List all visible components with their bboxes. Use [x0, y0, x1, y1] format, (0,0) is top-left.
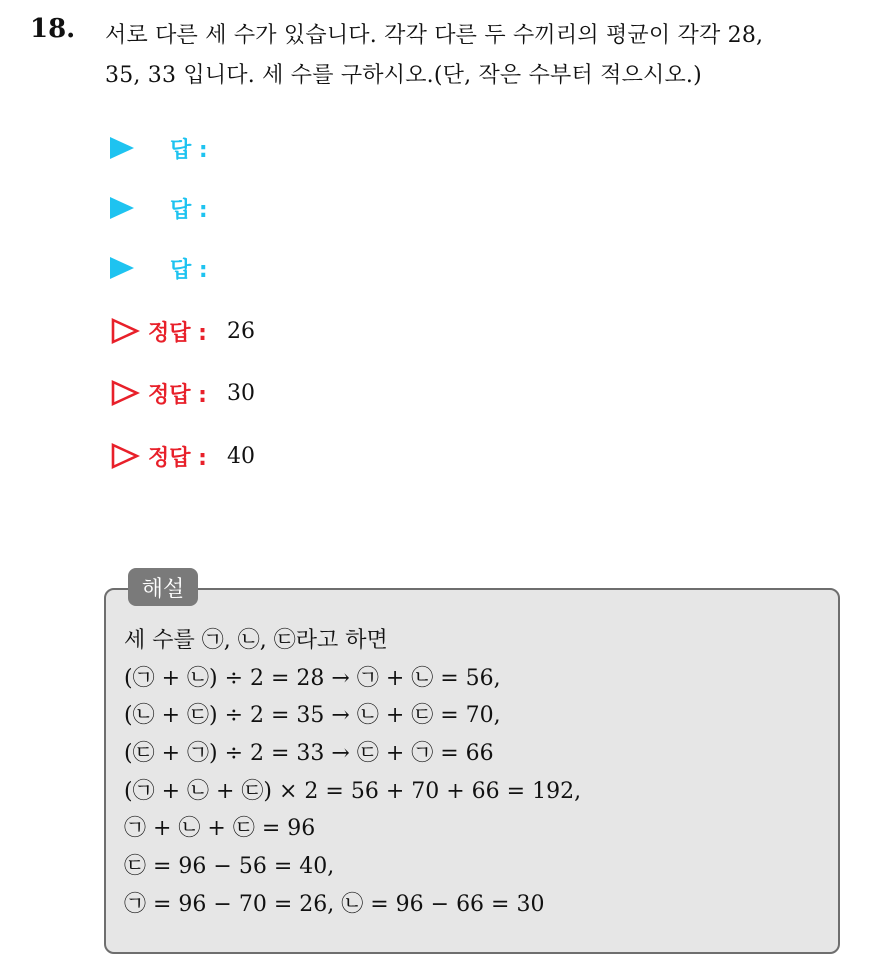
question-text-line-2: 35, 33 입니다. 세 수를 구하시오.(단, 작은 수부터 적으시오.) — [105, 63, 702, 88]
answer-row-3[interactable] — [110, 248, 208, 288]
outline-triangle-icon — [110, 442, 140, 470]
solution-line: ㉠ + ㉡ + ㉢ = 96 — [124, 816, 316, 842]
correct-answer-value: 30 — [226, 380, 255, 406]
correct-answer-value: 40 — [226, 443, 255, 469]
answer-label: 답 : — [170, 137, 208, 163]
solution-line: ㉠ = 96 − 70 = 26, ㉡ = 96 − 66 = 30 — [124, 891, 545, 917]
solution-lines — [124, 622, 581, 924]
play-triangle-icon — [110, 257, 134, 279]
answer-row-2[interactable] — [110, 188, 208, 228]
answer-label: 답 : — [170, 257, 208, 283]
solution-line: (㉢ + ㉠) ÷ 2 = 33 → ㉢ + ㉠ = 66 — [124, 741, 494, 767]
correct-answer-label: 정답 : — [148, 320, 207, 346]
correct-answer-value: 26 — [226, 318, 255, 344]
outline-triangle-icon — [110, 317, 140, 345]
correct-answer-row-3 — [110, 436, 255, 476]
outline-triangle-icon — [110, 379, 140, 407]
play-triangle-icon — [110, 197, 134, 219]
correct-answer-row-1 — [110, 311, 255, 351]
problem-number: 18. — [30, 14, 76, 44]
play-triangle-icon — [110, 137, 134, 159]
solution-line: ㉢ = 96 − 56 = 40, — [124, 854, 335, 880]
solution-line: (㉡ + ㉢) ÷ 2 = 35 → ㉡ + ㉢ = 70, — [124, 703, 501, 729]
correct-answer-label: 정답 : — [148, 382, 207, 408]
solution-line: (㉠ + ㉡ + ㉢) × 2 = 56 + 70 + 66 = 192, — [124, 778, 582, 804]
answer-row-1[interactable] — [110, 128, 208, 168]
solution-tag: 해설 — [128, 568, 198, 606]
answer-label: 답 : — [170, 197, 208, 223]
question-text-line-1: 서로 다른 세 수가 있습니다. 각각 다른 두 수끼리의 평균이 각각 28, — [105, 23, 764, 48]
solution-line: 세 수를 ㉠, ㉡, ㉢라고 하면 — [124, 628, 388, 653]
correct-answer-row-2 — [110, 373, 255, 413]
correct-answer-label: 정답 : — [148, 445, 207, 471]
solution-line: (㉠ + ㉡) ÷ 2 = 28 → ㉠ + ㉡ = 56, — [124, 665, 501, 691]
